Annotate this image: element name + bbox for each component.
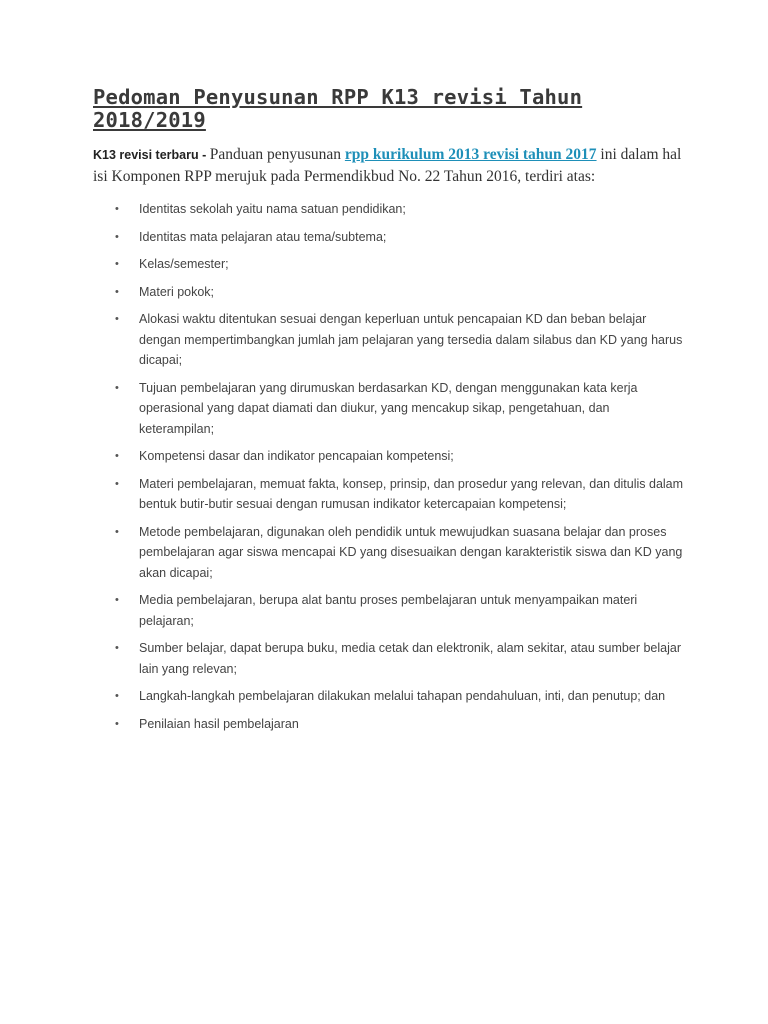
list-item — [93, 199, 687, 220]
bullet-icon: • — [115, 477, 119, 490]
list-item-text: Sumber belajar, dapat berupa buku, media cetak dan elektronik, alam sekitar, atau sumber belajar lain yang relevan; — [139, 641, 681, 676]
list-item-text: Metode pembelajaran, digunakan oleh pendidik untuk mewujudkan suasana belajar dan proses pembelajaran agar siswa mencapai KD yang disesuaikan dengan karakteristik siswa dan KD yang akan dicapai; — [139, 524, 683, 580]
bullet-icon: • — [115, 381, 119, 394]
page-title: Pedoman Penyusunan RPP K13 revisi Tahun 2018/2019 — [93, 85, 583, 132]
list-item-text: Media pembelajaran, berupa alat bantu proses pembelajaran untuk menyampaikan materi pelajaran; — [139, 593, 638, 628]
list-item — [93, 686, 687, 707]
bullet-icon: • — [115, 690, 119, 702]
bullet-icon: • — [115, 642, 119, 654]
rpp-components-list — [93, 199, 693, 734]
list-item — [93, 590, 687, 631]
list-item-text: Tujuan pembelajaran yang dirumuskan berdasarkan KD, dengan menggunakan kata kerja operasional yang dapat diamati dan diukur, yang mencakup sikap, pengetahuan, dan keterampilan; — [139, 380, 638, 436]
list-item-text: Materi pembelajaran, memuat fakta, konsep, prinsip, dan prosedur yang relevan, dan ditulis dalam bentuk butir-butir sesuai dengan rumusan indikator ketercapaian kompetensi; — [139, 476, 684, 511]
intro-lead: K13 revisi terbaru - — [93, 148, 210, 162]
list-item-text: Identitas mata pelajaran atau tema/subtema; — [139, 229, 387, 244]
list-item-text: Penilaian hasil pembelajaran — [139, 716, 299, 731]
list-item — [93, 378, 687, 440]
rpp-kurikulum-link[interactable]: rpp kurikulum 2013 revisi tahun 2017 — [344, 146, 597, 163]
list-item — [93, 227, 687, 248]
list-item-text: Identitas sekolah yaitu nama satuan pendidikan; — [139, 202, 406, 216]
bullet-icon: • — [115, 230, 119, 243]
bullet-icon: • — [115, 525, 119, 538]
document-page — [93, 86, 693, 741]
bullet-icon: • — [115, 717, 119, 730]
list-item — [93, 254, 687, 275]
list-item — [93, 446, 687, 467]
list-item-text: Kelas/semester; — [139, 257, 229, 271]
list-item — [93, 714, 687, 735]
list-item-text: Materi pokok; — [139, 284, 215, 299]
list-item — [93, 309, 687, 371]
list-item — [93, 522, 687, 584]
bullet-icon: • — [115, 450, 119, 462]
list-item — [93, 638, 687, 679]
bullet-icon: • — [115, 313, 119, 325]
intro-paragraph — [93, 144, 693, 187]
intro-text-before-link: Panduan penyusunan — [209, 146, 345, 163]
list-item — [93, 474, 687, 515]
list-item-text: Alokasi waktu ditentukan sesuai dengan keperluan untuk pencapaian KD dan beban belajar dengan mempertimbangkan jumlah jam pelajaran yang tersedia dalam silabus dan KD yang harus dicapai; — [139, 312, 683, 367]
list-item-text: Kompetensi dasar dan indikator pencapaian kompetensi; — [139, 449, 454, 463]
bullet-icon: • — [115, 594, 119, 606]
bullet-icon: • — [115, 258, 119, 270]
list-item-text: Langkah-langkah pembelajaran dilakukan melalui tahapan pendahuluan, inti, dan penutup; dan — [139, 689, 666, 703]
bullet-icon: • — [115, 203, 119, 215]
bullet-icon: • — [115, 285, 119, 298]
intro-text-after-link: ini dalam hal isi Komponen RPP merujuk pada Permendikbud No. 22 Tahun 2016, terdiri atas: — [93, 146, 682, 185]
list-item — [93, 282, 687, 303]
